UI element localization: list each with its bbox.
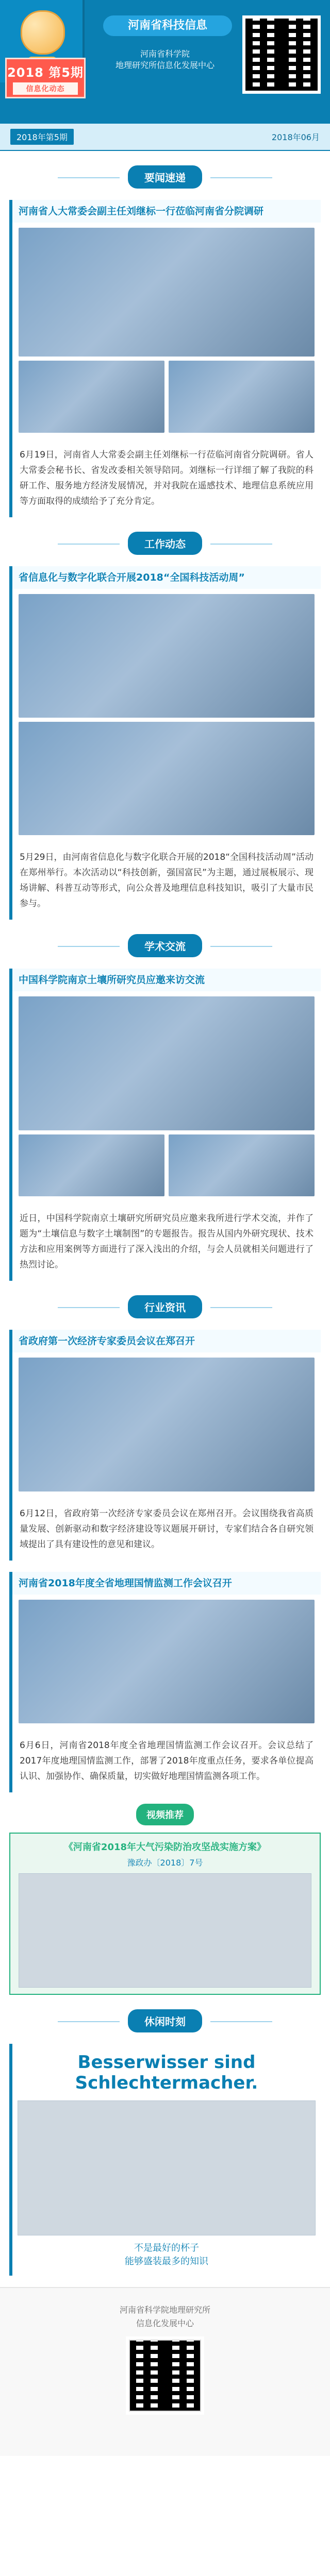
brand-left: 2018 第5期 信息化动态	[5, 58, 86, 98]
article-1	[9, 200, 321, 517]
article-2-text: 5月29日，由河南省信息化与数字化联合开展的2018“全国科技活动周”活动在郑州举行。本次活动以“科技创新，强国富民”为主题，通过展板展示、现场讲解、科普互动等形式，向公众普及地理信息科技知识，吸引了大量市民参与。	[20, 852, 314, 909]
article-5-title: 河南省2018年度全省地理国情监测工作会议召开	[12, 1572, 321, 1595]
article-5-text: 6月6日，河南省2018年度全省地理国情监测工作会议召开。会议总结了2017年度地理国情监测工作，部署了2018年度重点任务，要求各单位提高认识、加强协作、确保质量，切实做好地理国情监测各项工作。	[20, 1740, 314, 1782]
photo-seminar-2	[169, 1134, 315, 1196]
video-thumbnail[interactable]	[19, 1873, 311, 1988]
footer: 河南省科学院地理研究所 信息化发展中心	[0, 2287, 330, 2456]
header-lines: 河南省科学院 地理研究所信息化发展中心	[115, 49, 214, 70]
qr-code-icon	[242, 15, 321, 94]
header-pill: 河南省科技信息	[103, 15, 232, 36]
photo-outdoor	[19, 1358, 315, 1492]
section-title-5: 休闲时刻	[0, 2009, 330, 2032]
article-3-title: 中国科学院南京土壤所研究员应邀来访交流	[12, 969, 321, 991]
photo-speaker	[19, 996, 315, 1130]
photo-event-1	[19, 594, 315, 718]
video-subtitle: 豫政办〔2018〕7号	[127, 1858, 203, 1868]
section-title-1: 要闻速递	[0, 165, 330, 189]
article-2-title: 省信息化与数字化联合开展2018“全国科技活动周”	[12, 566, 321, 589]
issue-badge: 2018年第5期	[10, 129, 74, 145]
mascot-head-icon	[21, 10, 65, 55]
leisure-card: Besserwisser sind Schlechtermacher. 不是最好的杯子 能够盛装最多的知识	[9, 2044, 321, 2276]
article-4-text: 6月12日，省政府第一次经济专家委员会议在郑州召开。会议围绕我省高质量发展、创新驱动和数字经济建设等议题展开研讨，专家们结合各自研究领域提出了具有建设性的意见和建议。	[20, 1509, 314, 1550]
video-tag: 视频推荐	[136, 1804, 194, 1825]
video-block	[9, 1833, 321, 1995]
article-4	[9, 1330, 321, 1561]
header-banner	[0, 0, 330, 124]
section-title-3: 学术交流	[0, 934, 330, 957]
article-3	[9, 969, 321, 1281]
leisure-image	[18, 2100, 316, 2235]
photo-seminar-1	[19, 1134, 164, 1196]
photo-meeting-2	[19, 361, 164, 433]
article-1-title: 河南省人大常委会副主任刘继标一行莅临河南省分院调研	[12, 200, 321, 223]
article-3-text: 近日，中国科学院南京土壤研究所研究员应邀来我所进行学术交流，并作了题为“土壤信息与数字土壤制图”的专题报告。报告从国内外研究现状、技术方法和应用案例等方面进行了深入浅出的介绍，与会人员就相关问题进行了热烈讨论。	[20, 1213, 314, 1270]
photo-meeting-3	[169, 361, 315, 433]
issue-strip	[0, 124, 330, 151]
photo-meeting-1	[19, 228, 315, 357]
article-5	[9, 1572, 321, 1792]
photo-event-2	[19, 722, 315, 835]
article-2	[9, 566, 321, 920]
video-title: 《河南省2018年大气污染防治攻坚战实施方案》	[63, 1842, 267, 1853]
issue-date: 2018年06月	[271, 132, 320, 142]
section-title-2: 工作动态	[0, 532, 330, 555]
article-1-photos	[12, 223, 321, 442]
article-4-title: 省政府第一次经济专家委员会议在郑召开	[12, 1330, 321, 1352]
section-title-4: 行业资讯	[0, 1295, 330, 1318]
photo-conference	[19, 1600, 315, 1723]
footer-qr-code-icon	[126, 2336, 204, 2415]
article-1-text: 6月19日，河南省人大常委会副主任刘继标一行莅临河南省分院调研。省人大常委会秘书长、省发改委相关领导陪同。刘继标一行详细了解了我院的科研工作、服务地方经济发展情况，并对我院在遥感技术、地理信息系统应用等方面取得的成绩给予了充分肯定。	[20, 450, 314, 506]
